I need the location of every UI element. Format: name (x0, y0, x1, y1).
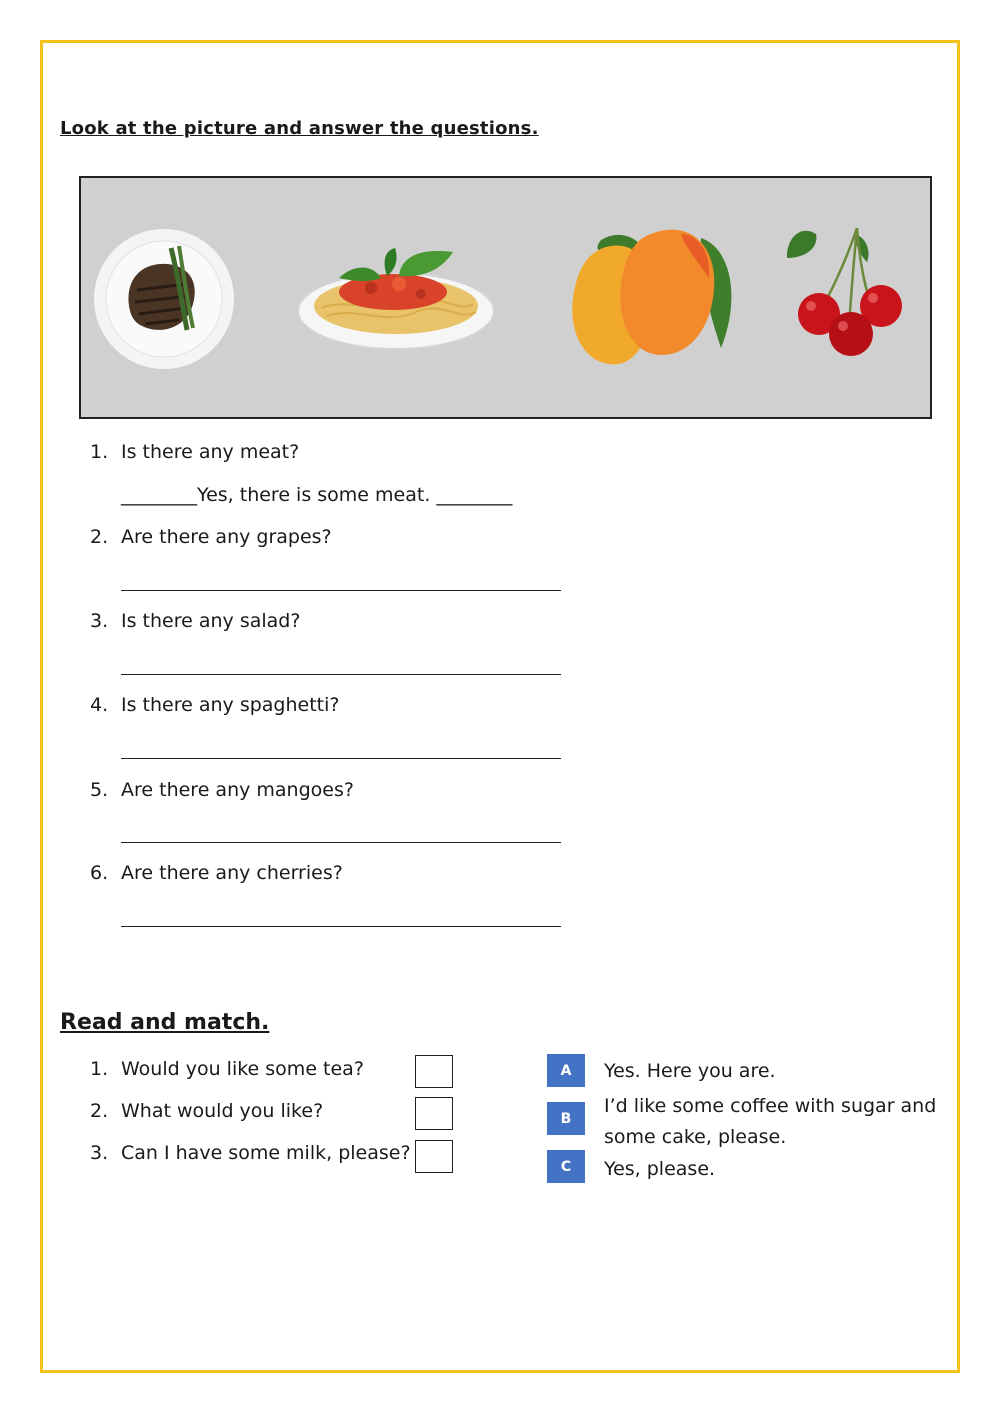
question-text: Would you like some tea? (121, 1058, 364, 1080)
question-text: Are there any cherries? (121, 862, 343, 884)
response-c-text: Yes, please. (604, 1158, 716, 1180)
response-letter-b: B (547, 1102, 585, 1135)
response-b-text-line1: I’d like some coffee with sugar and (604, 1095, 937, 1117)
question-5 (90, 779, 354, 801)
section-heading-match: Read and match. (60, 1010, 270, 1035)
question-text: Is there any spaghetti? (121, 694, 340, 716)
response-b-text-line2: some cake, please. (604, 1126, 787, 1148)
question-2 (90, 526, 332, 548)
section-heading-look: Look at the picture and answer the questions. (60, 118, 539, 139)
answer-3-line[interactable] (121, 674, 561, 675)
answer-4-line[interactable] (121, 758, 561, 759)
question-text: What would you like? (121, 1100, 324, 1122)
steak-plate-image (93, 228, 235, 370)
question-number: 1. (90, 1058, 109, 1080)
question-number: 1. (90, 441, 109, 463)
question-3 (90, 610, 300, 632)
answer-1-text[interactable]: ________Yes, there is some meat. ________ (121, 484, 513, 506)
spaghetti-image (298, 248, 494, 349)
question-number: 5. (90, 779, 109, 801)
answer-2-line[interactable] (121, 590, 561, 591)
question-number: 3. (90, 610, 109, 632)
question-text: Are there any mangoes? (121, 779, 354, 801)
question-1 (90, 441, 299, 463)
question-number: 6. (90, 862, 109, 884)
response-a-text: Yes. Here you are. (604, 1060, 776, 1082)
food-picture (79, 176, 932, 419)
match-answer-box-2[interactable] (415, 1097, 453, 1130)
match-answer-box-3[interactable] (415, 1140, 453, 1173)
question-number: 2. (90, 526, 109, 548)
question-6 (90, 862, 343, 884)
question-text: Are there any grapes? (121, 526, 332, 548)
mangoes-image (572, 230, 731, 365)
question-text: Can I have some milk, please? (121, 1142, 411, 1164)
match-answer-box-1[interactable] (415, 1055, 453, 1088)
question-4 (90, 694, 339, 716)
answer-6-line[interactable] (121, 926, 561, 927)
question-text: Is there any salad? (121, 610, 301, 632)
match-question-1 (90, 1058, 364, 1080)
match-question-2 (90, 1100, 323, 1122)
cherries-image (787, 228, 902, 356)
question-number: 4. (90, 694, 109, 716)
match-question-3 (90, 1142, 411, 1164)
question-text: Is there any meat? (121, 441, 300, 463)
question-number: 2. (90, 1100, 109, 1122)
answer-5-line[interactable] (121, 842, 561, 843)
response-letter-c: C (547, 1150, 585, 1183)
response-letter-a: A (547, 1054, 585, 1087)
question-number: 3. (90, 1142, 109, 1164)
